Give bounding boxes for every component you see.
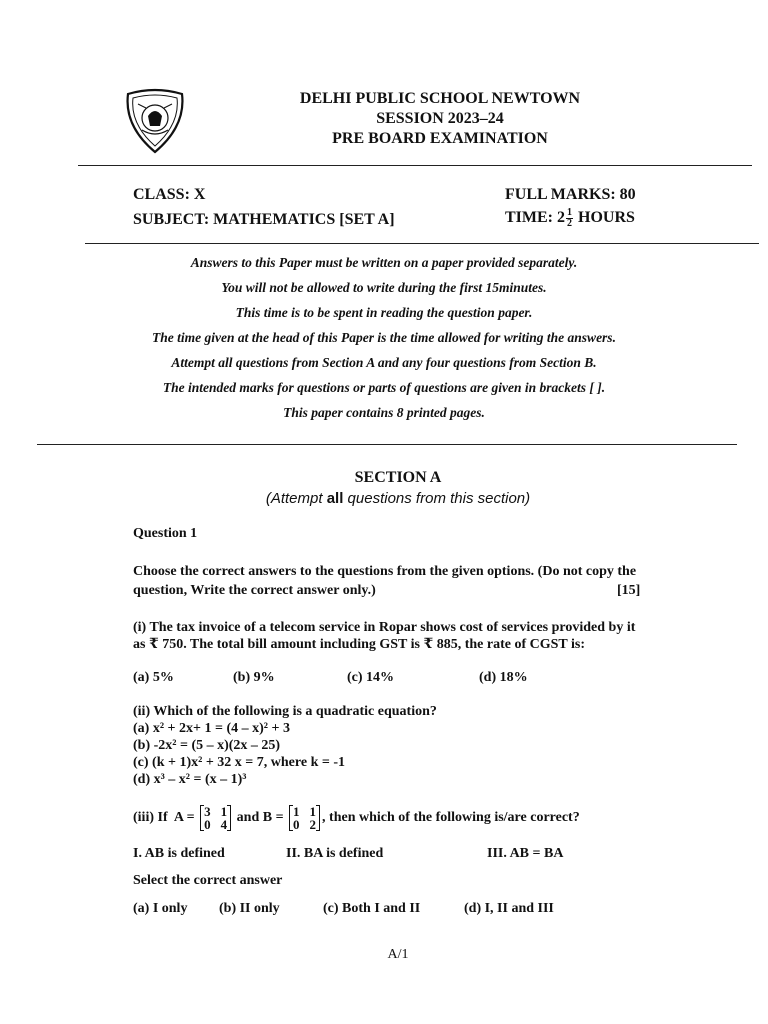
instruction-line: You will not be allowed to write during the first 15minutes. bbox=[221, 280, 547, 295]
question-intro-line2: question, Write the correct answer only.) bbox=[133, 583, 376, 598]
part-ii-option-c: (c) (k + 1)x² + 32 x = 7, where k = -1 bbox=[133, 755, 345, 770]
part-iii-statement-2: II. BA is defined bbox=[286, 846, 384, 861]
part-iii-mid: and B = bbox=[233, 810, 288, 825]
matrix-a-cell: 4 bbox=[220, 817, 228, 832]
part-iii-option-d: (d) I, II and III bbox=[464, 901, 554, 916]
section-subtitle-post: questions from this section) bbox=[343, 490, 531, 507]
part-iii-prefix: (iii) If A = bbox=[133, 810, 199, 825]
time-fraction-numerator: 1 bbox=[567, 207, 572, 218]
matrix-b bbox=[289, 805, 320, 831]
question-label: Question 1 bbox=[133, 526, 198, 541]
section-title: SECTION A bbox=[354, 469, 442, 486]
part-i-option-c: (c) 14% bbox=[347, 670, 395, 685]
question-marks: [15] bbox=[617, 583, 641, 598]
instruction-line: Attempt all questions from Section A and any four questions from Section B. bbox=[171, 355, 597, 370]
part-i-line2: as ₹ 750. The total bill amount including GST is ₹ 885, the rate of CGST is: bbox=[133, 637, 585, 652]
part-iii-statement-3: III. AB = BA bbox=[487, 846, 564, 861]
instruction-line: The time given at the head of this Paper is the time allowed for writing the answers. bbox=[152, 330, 616, 345]
section-subtitle bbox=[0, 490, 768, 507]
question-intro-line1: Choose the correct answers to the questions from the given options. (Do not copy the bbox=[133, 564, 637, 579]
instruction-line: The intended marks for questions or parts of questions are given in brackets [ ]. bbox=[162, 380, 606, 395]
part-ii-option-a: (a) x² + 2x+ 1 = (4 – x)² + 3 bbox=[133, 721, 290, 736]
part-ii-question: (ii) Which of the following is a quadratic equation? bbox=[133, 704, 437, 719]
section-subtitle-emphasis: all bbox=[326, 490, 344, 507]
matrix-b-cell: 2 bbox=[309, 817, 317, 832]
part-iii-select-text: Select the correct answer bbox=[133, 873, 283, 888]
part-iii-statement-1: I. AB is defined bbox=[133, 846, 225, 861]
page-header bbox=[240, 89, 640, 149]
part-iii-question bbox=[133, 805, 580, 831]
matrix-b-cell: 1 bbox=[293, 804, 300, 819]
matrix-a-cell: 3 bbox=[204, 804, 211, 819]
part-iii-option-a: (a) I only bbox=[133, 901, 188, 916]
time-suffix: HOURS bbox=[574, 209, 635, 227]
part-i-option-b: (b) 9% bbox=[233, 670, 275, 685]
part-i-line1: (i) The tax invoice of a telecom service in Ropar shows cost of services provided by it bbox=[133, 620, 636, 635]
time-fraction bbox=[566, 208, 573, 229]
school-crest-logo bbox=[120, 86, 190, 156]
section-subtitle-pre: Attempt bbox=[270, 490, 327, 507]
divider-instructions bbox=[37, 444, 737, 445]
matrix-a bbox=[200, 805, 231, 831]
page-number: A/1 bbox=[387, 947, 409, 962]
full-marks-label: FULL MARKS: 80 bbox=[505, 186, 636, 203]
matrix-b-cell: 1 bbox=[309, 804, 317, 819]
part-ii-option-d: (d) x³ – x² = (x – 1)³ bbox=[133, 772, 247, 787]
school-name: DELHI PUBLIC SCHOOL NEWTOWN bbox=[299, 90, 581, 107]
matrix-a-cell: 0 bbox=[204, 817, 211, 832]
part-iii-suffix: , then which of the following is/are correct? bbox=[322, 810, 580, 825]
time-label bbox=[505, 208, 635, 229]
exam-title: PRE BOARD EXAMINATION bbox=[332, 130, 548, 147]
matrix-b-cell: 0 bbox=[293, 817, 300, 832]
divider-top bbox=[78, 165, 752, 166]
instruction-line: Answers to this Paper must be written on a paper provided separately. bbox=[190, 255, 578, 270]
section-subtitle-open: ( bbox=[265, 490, 271, 507]
part-i-option-a: (a) 5% bbox=[133, 670, 174, 685]
instruction-line: This time is to be spent in reading the question paper. bbox=[235, 305, 533, 320]
instruction-line: This paper contains 8 printed pages. bbox=[283, 405, 485, 420]
session-label: SESSION 2023–24 bbox=[376, 110, 504, 127]
part-i-option-d: (d) 18% bbox=[479, 670, 528, 685]
subject-label: SUBJECT: MATHEMATICS [SET A] bbox=[133, 211, 395, 228]
matrix-a-cell: 1 bbox=[220, 804, 228, 819]
time-prefix: TIME: 2 bbox=[505, 209, 565, 227]
part-iii-option-b: (b) II only bbox=[219, 901, 280, 916]
time-fraction-denominator: 2 bbox=[567, 218, 572, 229]
part-iii-option-c: (c) Both I and II bbox=[323, 901, 421, 916]
divider-meta bbox=[85, 243, 759, 244]
part-ii-option-b: (b) -2x² = (5 – x)(2x – 25) bbox=[133, 738, 281, 753]
class-label: CLASS: X bbox=[133, 186, 206, 203]
